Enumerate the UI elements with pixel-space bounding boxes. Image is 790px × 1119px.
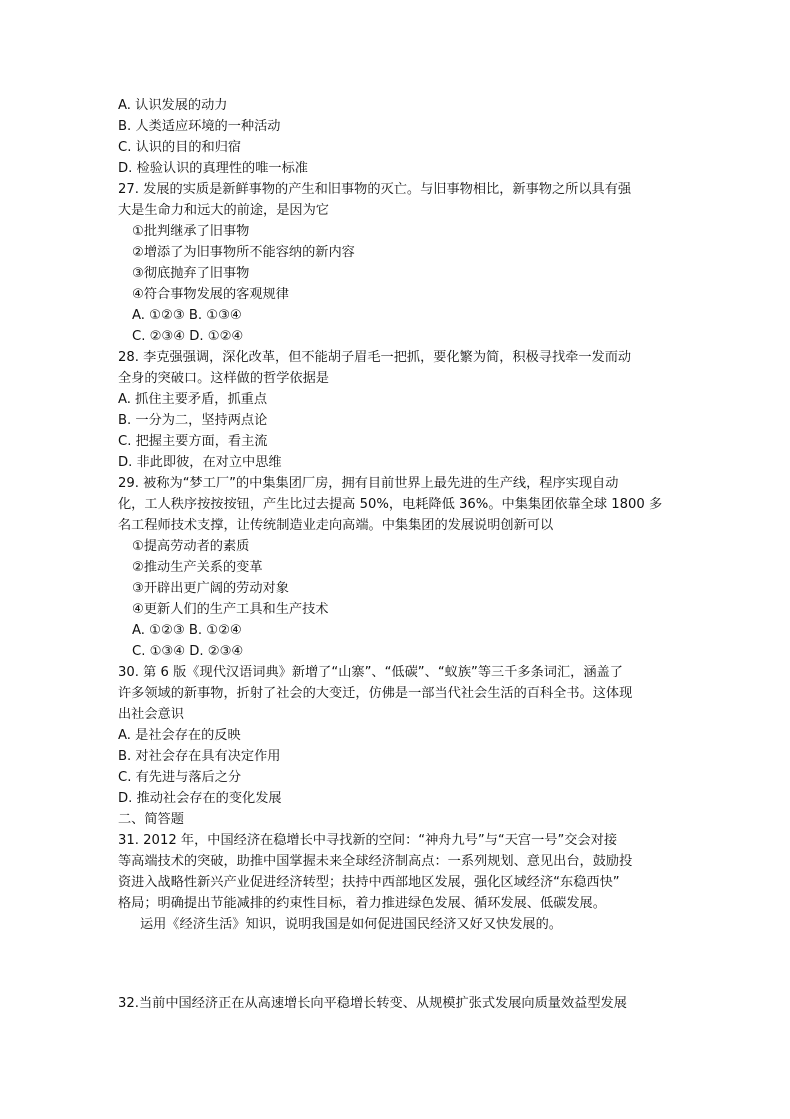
q30-option-d: D. 推动社会存在的变化发展 [118,791,282,806]
q27-item4: ④符合事物发展的客观规律 [132,287,289,302]
q31-line4: 格局；明确提出节能减排的约束性目标，着力推进绿色发展、循环发展、低碳发展。 [118,896,606,911]
q26-option-d: D. 检验认识的真理性的唯一标准 [118,161,308,176]
q28-stem-line2: 全身的突破口。这样做的哲学依据是 [118,371,329,386]
q29-options-line2: C. ①③④ D. ②③④ [132,644,244,659]
section-heading: 二、简答题 [118,812,184,827]
q27-stem-line1: 27. 发展的实质是新鲜事物的产生和旧事物的灭亡。与旧事物相比，新事物之所以具有强 [118,182,632,197]
q29-item2: ②推动生产关系的变革 [132,560,263,575]
q29-stem-line1: 29. 被称为“梦工厂”的中集集团厂房，拥有目前世界上最先进的生产线，程序实现自动 [118,476,619,491]
q28-stem-line1: 28. 李克强强调，深化改革，但不能胡子眉毛一把抓，要化繁为简，积极寻找牵一发而动 [118,350,632,365]
q31-question: 运用《经济生活》知识，说明我国是如何促进国民经济又好又快发展的。 [140,917,562,932]
q32-line1: 32.当前中国经济正在从高速增长向平稳增长转变、从规模扩张式发展向质量效益型发展 [118,996,627,1011]
q26-option-b: B. 人类适应环境的一种活动 [118,119,281,134]
q27-stem-line2: 大是生命力和远大的前途，是因为它 [118,203,329,218]
q26-option-a: A. 认识发展的动力 [118,98,228,113]
q30-option-a: A. 是社会存在的反映 [118,728,241,743]
q27-options-line1: A. ①②③ B. ①③④ [132,308,242,323]
q29-item4: ④更新人们的生产工具和生产技术 [132,602,329,617]
q26-option-c: C. 认识的目的和归宿 [118,140,242,155]
q28-option-c: C. 把握主要方面，看主流 [118,434,268,449]
q30-option-b: B. 对社会存在具有决定作用 [118,749,281,764]
q30-stem-line2: 许多领域的新事物，折射了社会的大变迁，仿佛是一部当代社会生活的百科全书。这体现 [118,686,633,701]
q28-option-b: B. 一分为二，坚持两点论 [118,413,268,428]
q30-stem-line1: 30. 第 6 版《现代汉语词典》新增了“山寨”、“低碳”、“蚁族”等三千多条词汇，涵盖了 [118,665,623,680]
q31-line3: 资进入战略性新兴产业促进经济转型；扶持中西部地区发展，强化区域经济“东稳西快” [118,875,620,890]
q29-item1: ①提高劳动者的素质 [132,539,250,554]
q31-line2: 等高端技术的突破，助推中国掌握未来全球经济制高点：一系列规划、意见出台，鼓励投 [118,854,633,869]
q29-options-line1: A. ①②③ B. ①②④ [132,623,242,638]
q31-line1: 31. 2012 年，中国经济在稳增长中寻找新的空间：“神舟九号”与“天宫一号”交会对接 [118,833,618,848]
q27-options-line2: C. ②③④ D. ①②④ [132,329,244,344]
q30-stem-line3: 出社会意识 [118,707,184,722]
q29-item3: ③开辟出更广阔的劳动对象 [132,581,289,596]
q27-item3: ③彻底抛弃了旧事物 [132,266,250,281]
q29-stem-line3: 名工程师技术支撑，让传统制造业走向高端。中集集团的发展说明创新可以 [118,518,554,533]
q29-stem-line2: 化，工人秩序按按按钮，产生比过去提高 50%，电耗降低 36%。中集集团依靠全球 1800 多 [118,497,663,512]
q28-option-d: D. 非此即彼，在对立中思维 [118,455,282,470]
q27-item2: ②增添了为旧事物所不能容纳的新内容 [132,245,355,260]
q30-option-c: C. 有先进与落后之分 [118,770,242,785]
q27-item1: ①批判继承了旧事物 [132,224,250,239]
q28-option-a: A. 抓住主要矛盾，抓重点 [118,392,268,407]
